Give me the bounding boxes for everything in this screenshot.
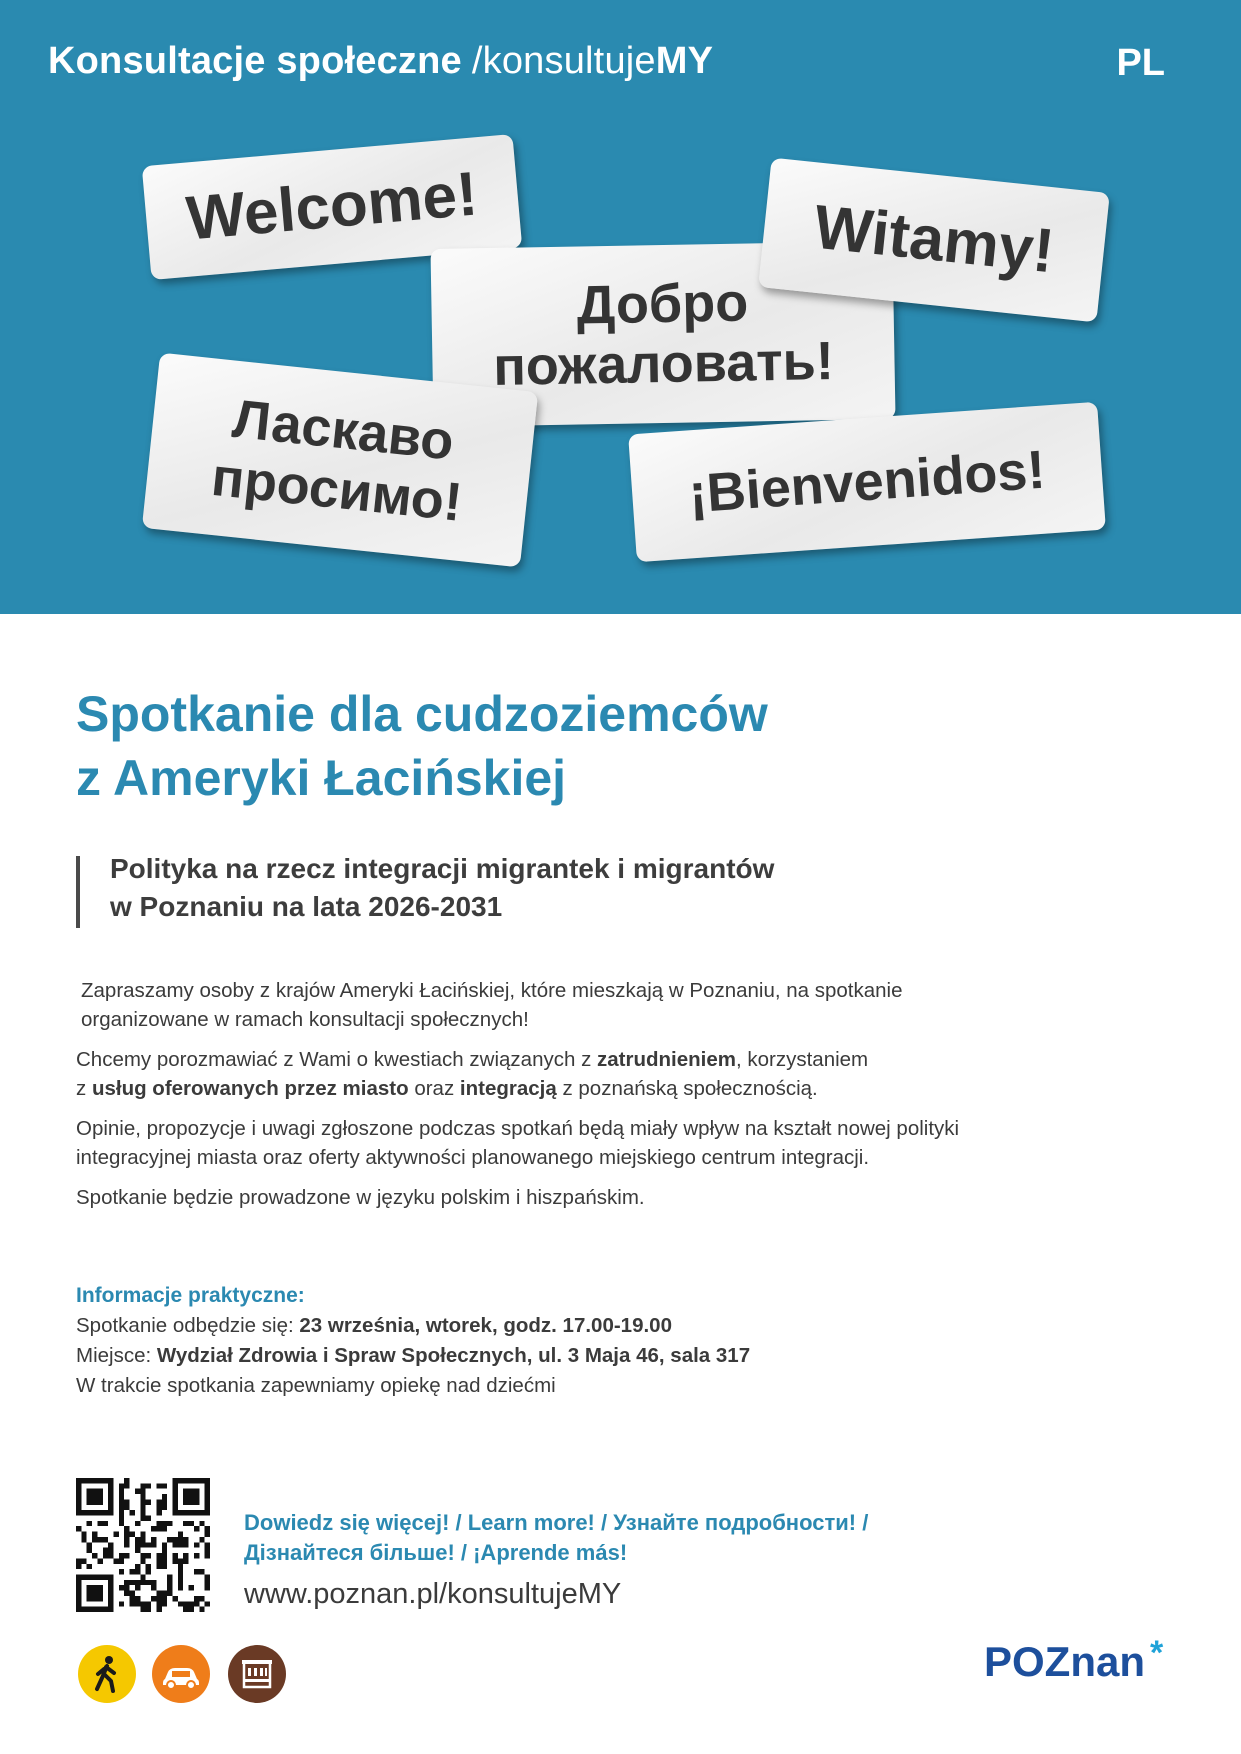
logo-rest: nan (1070, 1638, 1146, 1685)
paragraph-topics-line1 (76, 1045, 1136, 1074)
topics-bold-employment: zatrudnieniem (597, 1048, 736, 1071)
body-text (76, 976, 1136, 1223)
subtitle-block (76, 853, 775, 928)
consultation-title: Konsultacje społeczne (48, 40, 462, 82)
card-welcome-text: Welcome! (183, 159, 481, 254)
logo-star-icon: * (1150, 1634, 1164, 1672)
title-line1: Spotkanie dla cudzoziemców (76, 686, 768, 742)
logo-bold: POZ (984, 1638, 1071, 1685)
meeting-date (76, 1311, 750, 1341)
subtitle (110, 850, 774, 926)
card-ukrainian-line2: просимо! (208, 446, 465, 533)
topics-text-f: oraz (408, 1077, 460, 1100)
paragraph-invitation-line1: Zapraszamy osoby z krajów Ameryki Łacińskiej, które mieszkają w Poznaniu, na spotkanie (81, 979, 903, 1002)
website-link[interactable]: www.poznan.pl/konsultujeMY (244, 1578, 622, 1610)
qr-code-graphic (76, 1478, 210, 1612)
card-russian-line1: Добро (576, 272, 749, 336)
card-ukrainian-line1: Ласкаво (229, 388, 457, 472)
paragraph-impact (76, 1114, 1136, 1172)
topics-text-h: z poznańską społecznością. (556, 1077, 818, 1100)
meeting-place-value: Wydział Zdrowia i Spraw Społecznych, ul. 3 Maja 46, sala 317 (156, 1344, 751, 1367)
card-spanish-text: ¡Bienvenidos! (686, 439, 1048, 525)
qr-code[interactable] (76, 1478, 210, 1612)
paragraph-invitation (76, 976, 1136, 1034)
topics-text-a: Chcemy porozmawiać z Wami o kwestiach związanych z (76, 1048, 598, 1071)
brand-bold: MY (655, 40, 714, 82)
title-slash: / (471, 40, 483, 82)
meeting-place-label: Miejsce: (76, 1344, 157, 1367)
car-icon (152, 1645, 210, 1703)
paragraph-topics-line2 (76, 1074, 1136, 1103)
topics-text-d: z (76, 1077, 92, 1100)
building-icon (228, 1645, 286, 1703)
paragraph-language: Spotkanie będzie prowadzone w języku polskim i hiszpańskim. (76, 1186, 645, 1209)
topics-bold-integration: integracją (459, 1077, 557, 1100)
topics-text-c: , korzystaniem (735, 1048, 869, 1071)
paragraph-invitation-line2: organizowane w ramach konsultacji społecznych! (81, 1008, 529, 1031)
subtitle-line2: w Poznaniu na lata 2026-2031 (110, 891, 503, 922)
topics-bold-services: usług oferowanych przez miasto (91, 1077, 409, 1100)
walking-person-icon (78, 1645, 136, 1703)
brand-light: konsultuje (482, 40, 656, 82)
meeting-place (76, 1341, 750, 1371)
page-title (76, 682, 1156, 810)
subtitle-line1: Polityka na rzecz integracji migrantek i migrantów (110, 853, 775, 884)
banner-title (48, 40, 713, 83)
paragraph-impact-line1: Opinie, propozycje i uwagi zgłoszone podczas spotkań będą miały wpływ na kształt nowej polityki (76, 1117, 960, 1140)
card-spanish (628, 402, 1106, 562)
language-code: PL (1116, 42, 1165, 84)
meeting-date-label: Spotkanie odbędzie się: (76, 1314, 300, 1337)
card-polish-text: Witamy! (810, 192, 1058, 287)
paragraph-impact-line2: integracyjnej miasta oraz oferty aktywności planowanego miejskiego centrum integracji. (76, 1146, 870, 1169)
learn-more-line2: Дізнайтеся більше! / ¡Aprende más! (244, 1540, 628, 1565)
practical-info-title: Informacje praktyczne: (76, 1284, 305, 1307)
poznan-logo (984, 1638, 1145, 1686)
learn-more (244, 1508, 868, 1568)
childcare-note: W trakcie spotkania zapewniamy opiekę nad dziećmi (76, 1374, 556, 1397)
card-russian-line2: пожаловать! (492, 331, 835, 397)
meeting-date-value: 23 września, wtorek, godz. 17.00-19.00 (299, 1314, 672, 1337)
header-banner (0, 0, 1241, 614)
paragraph-topics (76, 1045, 1136, 1103)
learn-more-line1: Dowiedz się więcej! / Learn more! / Узнайте подробности! / (244, 1510, 869, 1535)
title-line2: z Ameryki Łacińskiej (76, 750, 567, 806)
practical-info (76, 1281, 750, 1401)
